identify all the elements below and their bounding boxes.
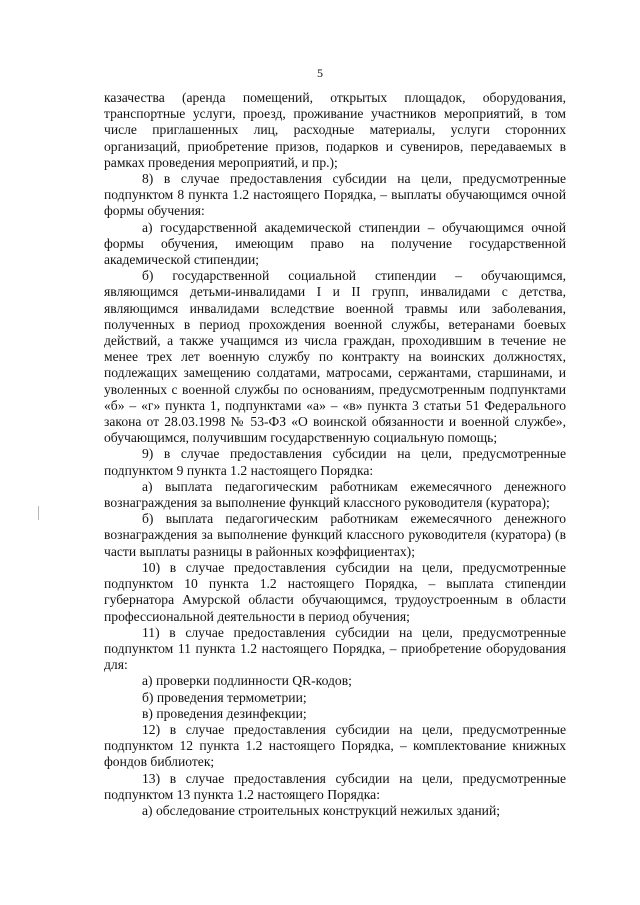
paragraph-item-11c: в) проведения дезинфекции; <box>142 705 307 721</box>
paragraph-item-9: 9) в случае предоставления субсидии на цели, предусмотренные подпунктом 9 пункта 1.2 настоящего Порядка: <box>104 446 566 478</box>
paragraph-item-11b: б) проведения термометрии; <box>142 689 307 705</box>
paragraph-item-11: 11) в случае предоставления субсидии на цели, предусмотренные подпунктом 11 пункта 1.2 настоящего Порядка, – приобретение оборудования для: <box>104 624 566 673</box>
paragraph-item-10: 10) в случае предоставления субсидии на цели, предусмотренные подпунктом 10 пункта 1.2 настоящего Порядка, – выплата стипендии губернатора Амурской области обучающимся, трудоустроенным в области профессиональной деятельности в период обучения; <box>104 559 566 624</box>
paragraph-continuation: казачества (аренда помещений, открытых площадок, оборудования, транспортные услуги, проезд, проживание участников мероприятий, в том числе приглашенных лиц, расходные материалы, услуги сторонних организаций, приобретение призов, подарков и сувениров, передаваемых в рамках проведения мероприятий, и пр.); <box>104 90 566 170</box>
paragraph-item-11a: а) проверки подлинности QR-кодов; <box>142 673 352 689</box>
document-body <box>104 90 566 819</box>
paragraph-item-13: 13) в случае предоставления субсидии на цели, предусмотренные подпунктом 13 пункта 1.2 настоящего Порядка: <box>104 770 566 802</box>
paragraph-item-9a: а) выплата педагогическим работникам ежемесячного денежного вознаграждения за выполнение функций классного руководителя (куратора); <box>104 478 566 511</box>
margin-mark <box>38 506 43 520</box>
paragraph-item-9b: б) выплата педагогическим работникам ежемесячного денежного вознаграждения за выполнение функций классного руководителя (куратора) (в части выплаты разницы в районных коэффициентах); <box>104 511 566 559</box>
paragraph-item-8b: б) государственной социальной стипендии – обучающимся, являющимся детьми-инвалидами I и II групп, инвалидами с детства, являющимся инвалидами вследствие военной травмы или заболевания, полученных в период прохождения военной службы, ветеранами боевых действий, а также учащимся из числа граждан, проходившим в течение не менее трех лет военную службу по контракту на воинских должностях, подлежащих замещению солдатами, матросами, сержантами, старшинами, и уволенных с военной службы по основаниям, предусмотренным подпунктами «б» – «г» пункта 1, подпунктами «а» – «в» пункта 3 статьи 51 Федерального закона от 28.03.1998 № 53-ФЗ «О воинской обязанности и военной службе», обучающимся, получившим государственную социальную помощь; <box>104 268 566 446</box>
paragraph-item-8a: а) государственной академической стипендии – обучающимся очной формы обучения, имеющим право на получение государственной академической стипендии; <box>104 219 566 268</box>
paragraph-item-12: 12) в случае предоставления субсидии на цели, предусмотренные подпунктом 12 пункта 1.2 настоящего Порядка, – комплектование книжных фондов библиотек; <box>104 721 566 770</box>
page-number: 5 <box>317 66 323 80</box>
paragraph-item-13a: а) обследование строительных конструкций нежилых зданий; <box>142 802 501 818</box>
paragraph-item-8: 8) в случае предоставления субсидии на цели, предусмотренные подпунктом 8 пункта 1.2 настоящего Порядка, – выплаты обучающимся очной формы обучения: <box>104 171 566 219</box>
